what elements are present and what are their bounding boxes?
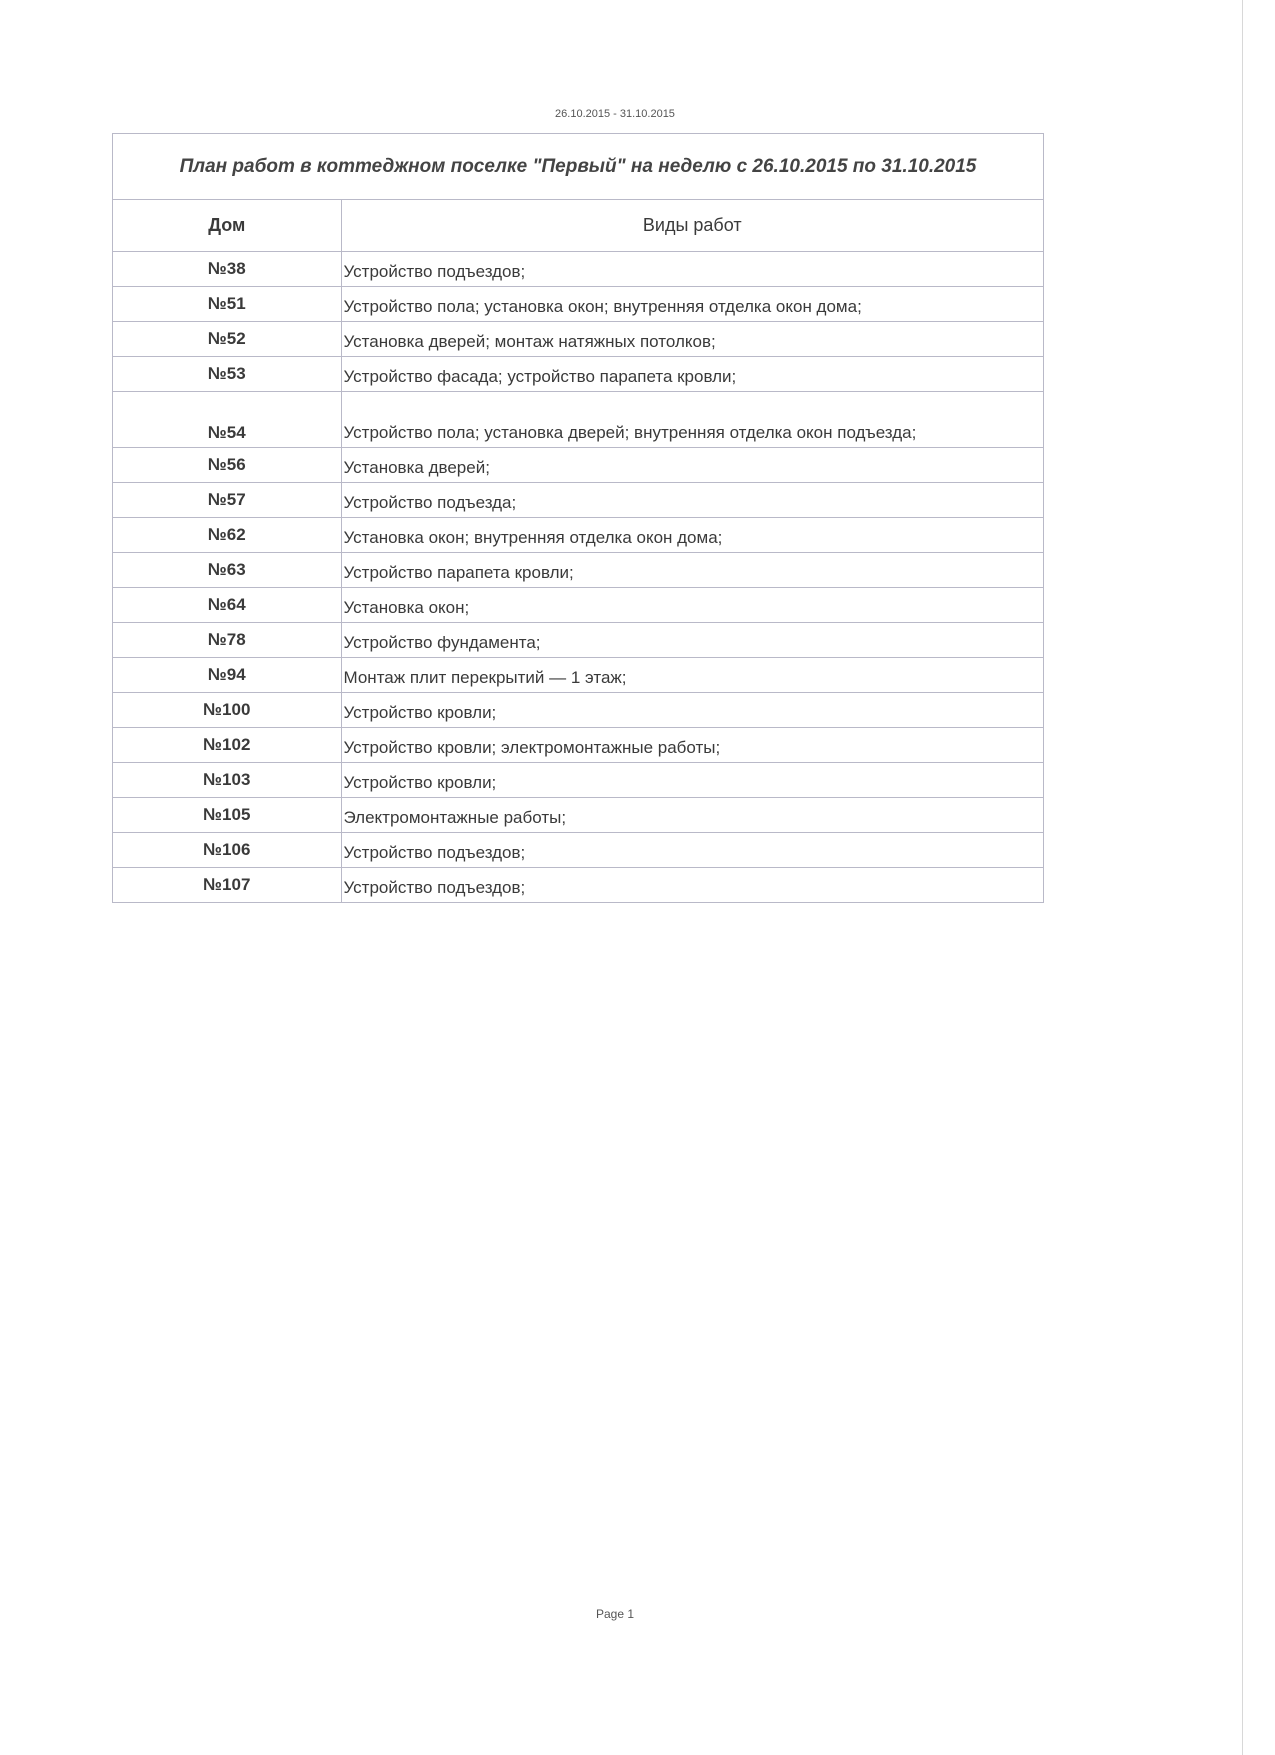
work-description: Устройство фасада; устройство парапета кровли;: [341, 357, 1043, 392]
work-description: Устройство кровли; электромонтажные работы;: [341, 728, 1043, 763]
work-description: Установка окон;: [341, 588, 1043, 623]
table-row: [113, 693, 1043, 728]
work-description: Устройство кровли;: [341, 693, 1043, 728]
work-plan-sheet: [112, 133, 1044, 903]
work-description: Устройство кровли;: [341, 763, 1043, 798]
column-header-work: Виды работ: [341, 200, 1043, 252]
house-number: №105: [113, 798, 341, 833]
work-plan-table: [113, 200, 1043, 903]
table-row: [113, 518, 1043, 553]
table-row: [113, 448, 1043, 483]
page-number: Page 1: [595, 1607, 635, 1621]
table-row: [113, 728, 1043, 763]
house-number: №107: [113, 868, 341, 903]
table-row: [113, 357, 1043, 392]
work-description: Установка дверей; монтаж натяжных потолков;: [341, 322, 1043, 357]
header-date-range: 26.10.2015 - 31.10.2015: [555, 108, 675, 120]
work-description: Устройство подъездов;: [341, 833, 1043, 868]
work-description: Устройство пола; установка окон; внутренняя отделка окон дома;: [341, 287, 1043, 322]
document-title: План работ в коттеджном поселке "Первый" на неделю с 26.10.2015 по 31.10.2015: [113, 134, 1043, 200]
table-row: [113, 623, 1043, 658]
table-row: [113, 658, 1043, 693]
work-description: Электромонтажные работы;: [341, 798, 1043, 833]
house-number: №51: [113, 287, 341, 322]
house-number: №57: [113, 483, 341, 518]
work-description: Устройство парапета кровли;: [341, 553, 1043, 588]
work-description: Устройство подъездов;: [341, 868, 1043, 903]
table-row: [113, 392, 1043, 448]
house-number: №38: [113, 252, 341, 287]
column-header-house: Дом: [113, 200, 341, 252]
work-description: Устройство подъезда;: [341, 483, 1043, 518]
work-description: Установка окон; внутренняя отделка окон дома;: [341, 518, 1043, 553]
house-number: №52: [113, 322, 341, 357]
house-number: №62: [113, 518, 341, 553]
table-row: [113, 252, 1043, 287]
work-description: Установка дверей;: [341, 448, 1043, 483]
house-number: №54: [113, 392, 341, 448]
house-number: №100: [113, 693, 341, 728]
table-row: [113, 763, 1043, 798]
work-description: Устройство фундамента;: [341, 623, 1043, 658]
page-edge: [1242, 0, 1243, 1755]
work-description: Устройство подъездов;: [341, 252, 1043, 287]
work-description: Монтаж плит перекрытий — 1 этаж;: [341, 658, 1043, 693]
house-number: №106: [113, 833, 341, 868]
house-number: №102: [113, 728, 341, 763]
house-number: №94: [113, 658, 341, 693]
table-row: [113, 833, 1043, 868]
house-number: №63: [113, 553, 341, 588]
house-number: №103: [113, 763, 341, 798]
work-description: Устройство пола; установка дверей; внутренняя отделка окон подъезда;: [341, 392, 1043, 448]
house-number: №78: [113, 623, 341, 658]
table-row: [113, 287, 1043, 322]
house-number: №56: [113, 448, 341, 483]
house-number: №53: [113, 357, 341, 392]
table-row: [113, 798, 1043, 833]
house-number: №64: [113, 588, 341, 623]
table-row: [113, 322, 1043, 357]
table-row: [113, 553, 1043, 588]
table-row: [113, 588, 1043, 623]
table-row: [113, 483, 1043, 518]
table-row: [113, 868, 1043, 903]
